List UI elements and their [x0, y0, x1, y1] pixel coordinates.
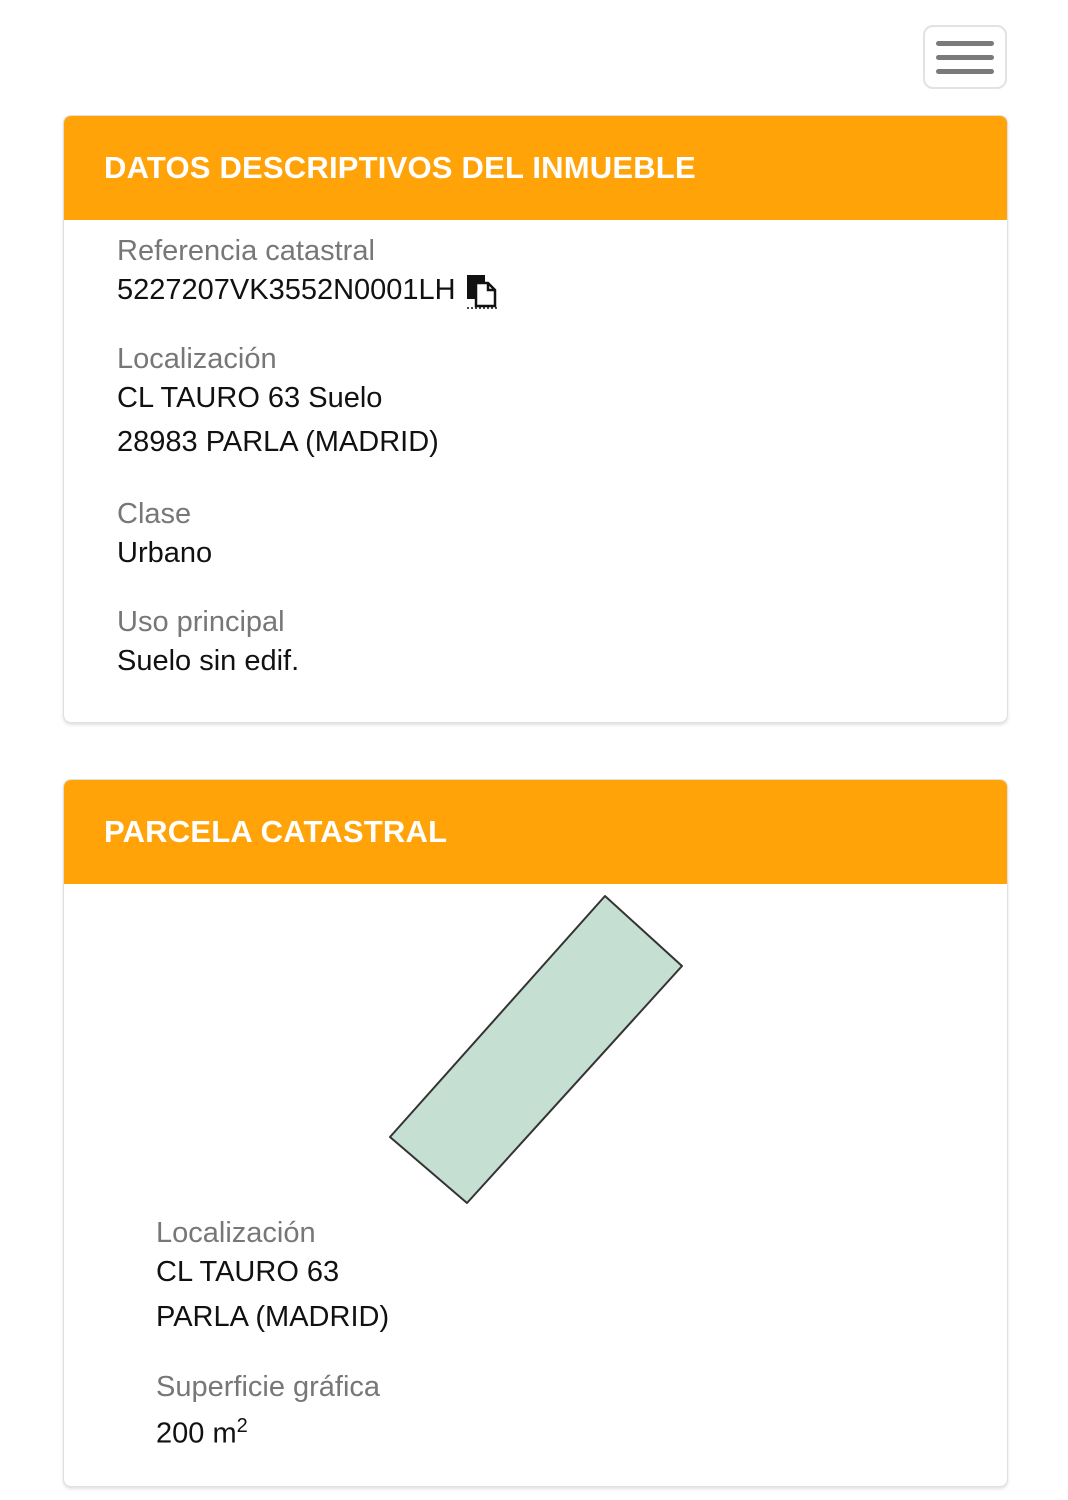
parcela-card-header [64, 780, 1007, 884]
uso-field [117, 605, 299, 684]
hamburger-menu-icon-bar-2 [936, 55, 994, 60]
superficie-label: Superficie gráfica [156, 1371, 381, 1403]
referencia-field [117, 234, 500, 313]
referencia-row [117, 268, 500, 313]
inmueble-card-header [64, 116, 1007, 220]
superficie-field [156, 1370, 380, 1457]
hamburger-menu-button[interactable] [923, 25, 1007, 89]
clase-field [117, 497, 212, 576]
superficie-value-row [156, 1404, 380, 1457]
copy-icon[interactable] [464, 273, 500, 309]
localizacion-label: Localización [117, 343, 277, 375]
clase-label: Clase [117, 498, 192, 530]
parcela-card-title: PARCELA CATASTRAL [104, 814, 448, 849]
parcela-localizacion-line1: CL TAURO 63 [156, 1256, 340, 1288]
parcel-shape[interactable] [390, 896, 682, 1203]
parcela-localizacion-field [156, 1216, 389, 1340]
inmueble-card [63, 115, 1008, 723]
referencia-value[interactable]: 5227207VK3552N0001LH [117, 274, 456, 306]
hamburger-menu-icon-bar-3 [936, 69, 994, 74]
superficie-value: 200 m [156, 1417, 237, 1450]
superficie-unit-exponent: 2 [236, 1415, 248, 1437]
parcela-card [63, 779, 1008, 1487]
referencia-label: Referencia catastral [117, 235, 375, 267]
hamburger-menu-icon [936, 41, 994, 46]
localizacion-line2: 28983 PARLA (MADRID) [117, 426, 439, 458]
parcela-localizacion-label: Localización [156, 1217, 316, 1249]
localizacion-field [117, 342, 439, 465]
clase-value: Urbano [117, 537, 213, 569]
inmueble-card-title: DATOS DESCRIPTIVOS DEL INMUEBLE [104, 150, 696, 185]
uso-value: Suelo sin edif. [117, 645, 300, 677]
uso-label: Uso principal [117, 606, 285, 638]
parcel-map[interactable] [384, 890, 694, 1220]
parcela-localizacion-line2: PARLA (MADRID) [156, 1301, 390, 1333]
localizacion-line1: CL TAURO 63 Suelo [117, 382, 383, 414]
